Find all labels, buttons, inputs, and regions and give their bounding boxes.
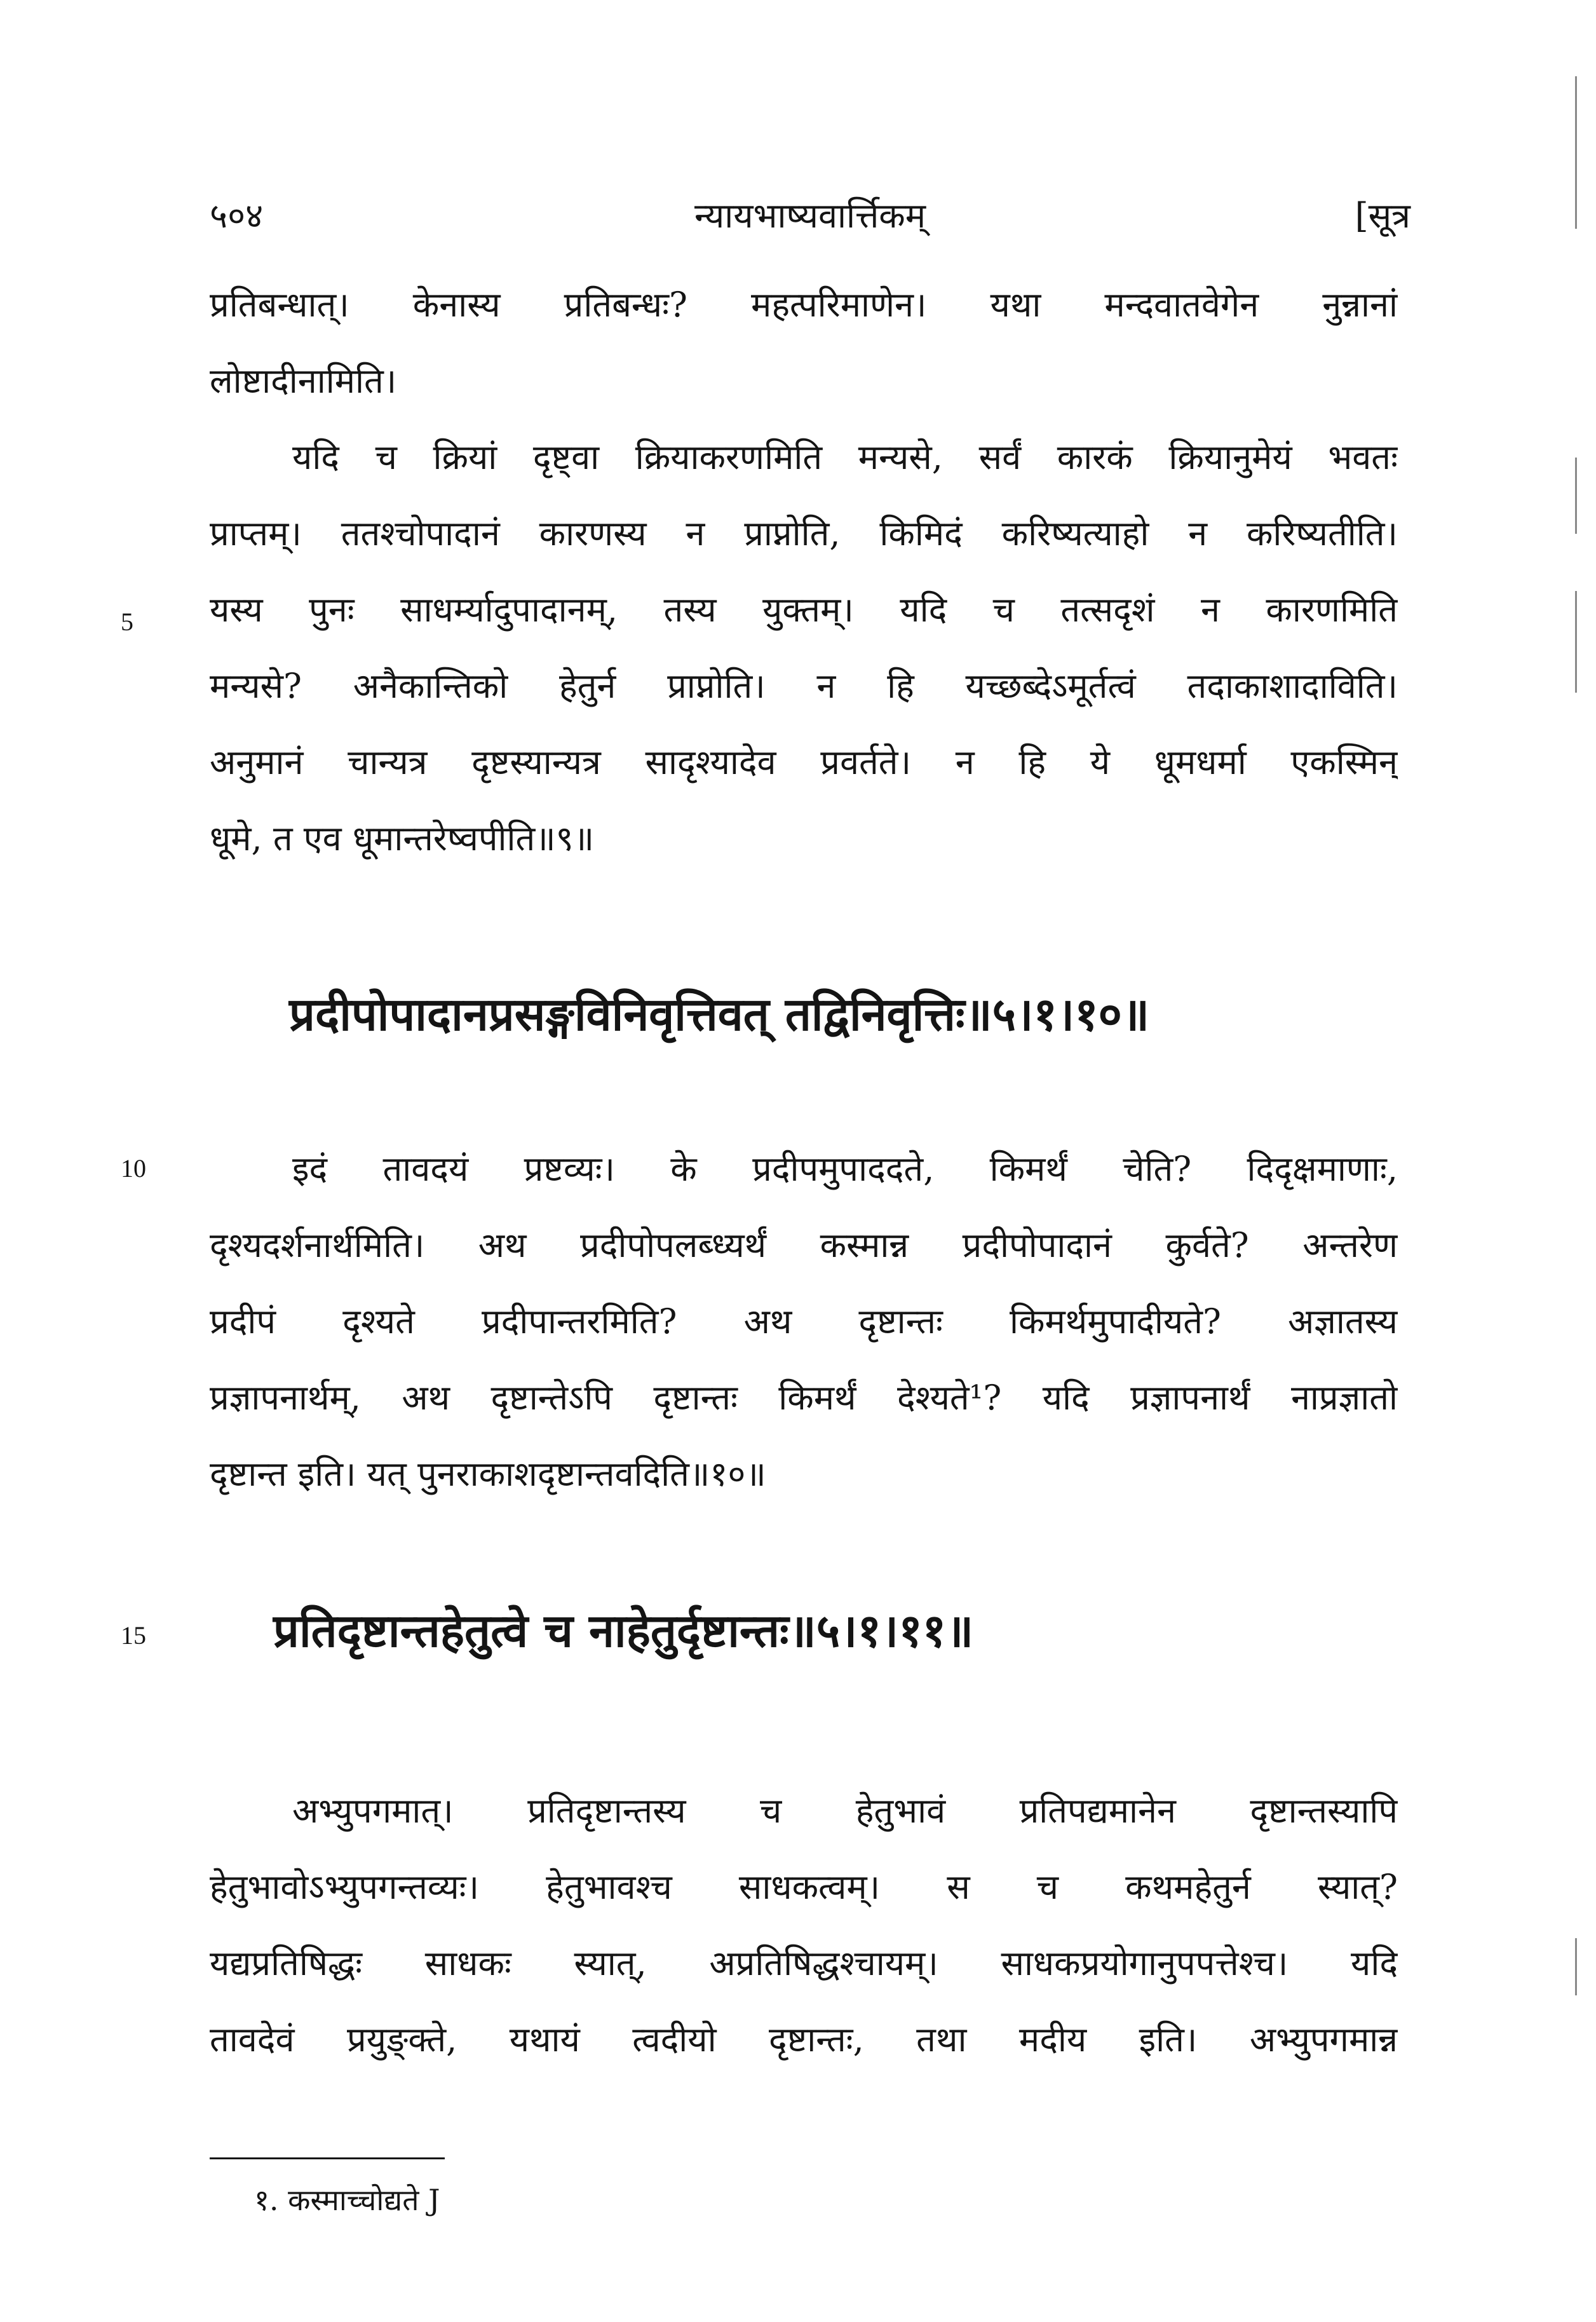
text-line: प्रतिबन्धात्। केनास्य प्रतिबन्धः? महत्परिमाणेन। यथा मन्दवातवेगेन नुन्नानां (210, 285, 1398, 325)
page-number: ५०४ (210, 196, 264, 236)
line-number: 10 (121, 1154, 146, 1183)
text-line: प्रज्ञापनार्थम्, अथ दृष्टान्तेऽपि दृष्टान्तः किमर्थं देश्यते¹? यदि प्रज्ञापनार्थं नाप्रज्ञातो (210, 1378, 1398, 1418)
text-line: इदं तावदयं प्रष्टव्यः। के प्रदीपमुपाददते, किमर्थं चेति? दिदृक्षमाणाः, (292, 1149, 1398, 1189)
text-line: प्राप्तम्। ततश्चोपादानं कारणस्य न प्राप्नोति, किमिदं करिष्यत्याहो न करिष्यतीति। (210, 513, 1398, 553)
footnote: १. कस्माच्चोद्यते J (254, 2183, 440, 2217)
text-line: प्रदीपं दृश्यते प्रदीपान्तरमिति? अथ दृष्टान्तः किमर्थमुपादीयते? अज्ञातस्य (210, 1301, 1398, 1341)
line-number: 5 (121, 608, 133, 636)
text-line: लोष्टादीनामिति। (210, 361, 397, 401)
text-line: यस्य पुनः साधर्म्यादुपादानम्, तस्य युक्तम्। यदि च तत्सदृशं न कारणमिति (210, 590, 1398, 630)
scan-edge-mark (1575, 76, 1577, 229)
running-title: न्यायभाष्यवार्त्तिकम् (694, 196, 926, 236)
text-line: यद्यप्रतिषिद्धः साधकः स्यात्, अप्रतिषिद्धश्चायम्। साधकप्रयोगानुपपत्तेश्च। यदि (210, 1943, 1398, 1983)
text-line: यदि च क्रियां दृष्ट्वा क्रियाकरणमिति मन्यसे, सर्वं कारकं क्रियानुमेयं भवतः (292, 437, 1398, 477)
text-line: हेतुभावोऽभ्युपगन्तव्यः। हेतुभावश्च साधकत्वम्। स च कथमहेतुर्न स्यात्? (210, 1867, 1398, 1907)
text-line: दृष्टान्त इति। यत् पुनराकाशदृष्टान्तवदिति॥१०॥ (210, 1454, 766, 1494)
footnote-rule (210, 2157, 445, 2159)
text-line: तावदेवं प्रयुङ्क्ते, यथायं त्वदीयो दृष्टान्तः, तथा मदीय इति। अभ्युपगमान्न (210, 2020, 1398, 2060)
commentary-block-2 (210, 1131, 1398, 1512)
scan-edge-mark (1575, 1938, 1577, 1995)
commentary-block-3 (210, 1773, 1398, 2078)
sutra-heading: प्रतिदृष्टान्तहेतुत्वे च नाहेतुर्दृष्टान्तः॥५।१।११॥ (273, 1603, 974, 1657)
text-line: धूमे, त एव धूमान्तरेष्वपीति॥९॥ (210, 818, 595, 859)
scan-edge-mark (1575, 458, 1577, 534)
section-label: [सूत्र (1355, 196, 1410, 236)
line-number: 15 (121, 1621, 146, 1650)
running-head (210, 191, 1410, 248)
text-line: अभ्युपगमात्। प्रतिदृष्टान्तस्य च हेतुभावं प्रतिपद्यमानेन दृष्टान्तस्यापि (292, 1791, 1398, 1831)
sutra-heading: प्रदीपोपादानप्रसङ्गविनिवृत्तिवत् तद्विनिवृत्तिः॥५।१।१०॥ (289, 987, 1150, 1041)
scan-edge-mark (1575, 591, 1577, 693)
commentary-block-1 (210, 267, 1398, 877)
text-line: अनुमानं चान्यत्र दृष्टस्यान्यत्र सादृश्यादेव प्रवर्तते। न हि ये धूमधर्मा एकस्मिन् (210, 742, 1398, 782)
text-line: दृश्यदर्शनार्थमिति। अथ प्रदीपोपलब्ध्यर्थं कस्मान्न प्रदीपोपादानं कुर्वते? अन्तरेण (210, 1225, 1398, 1265)
text-line: मन्यसे? अनैकान्तिको हेतुर्न प्राप्नोति। न हि यच्छब्देऽमूर्तत्वं तदाकाशादाविति। (210, 666, 1398, 706)
